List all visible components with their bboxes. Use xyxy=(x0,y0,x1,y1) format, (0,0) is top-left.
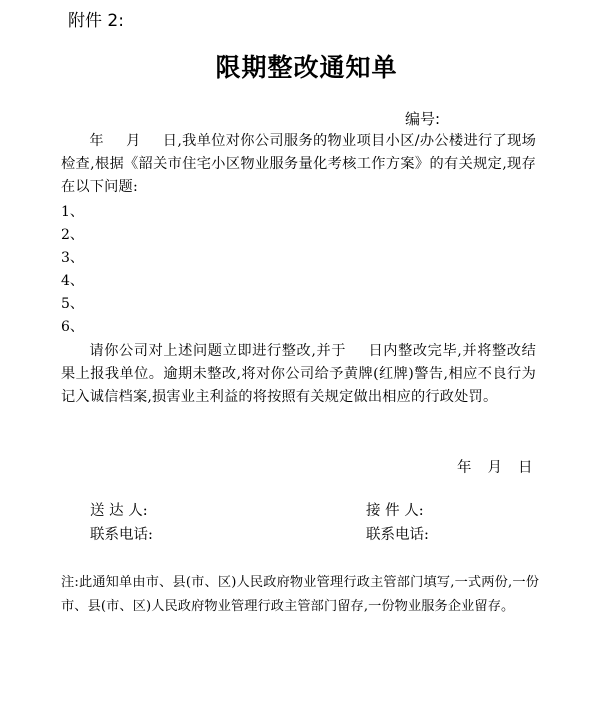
receiver-label: 接 件 人: xyxy=(366,503,424,519)
intro-year: 年 xyxy=(89,133,104,149)
sender-label: 送 达 人: xyxy=(90,503,148,519)
rectification-text-start: 请你公司对上述问题立即进行整改,并于 xyxy=(89,343,347,359)
issue-item: 5、 xyxy=(61,296,84,312)
issue-item: 1、 xyxy=(61,204,84,220)
intro-month: 月 xyxy=(125,133,141,149)
intro-text: ,我单位对你公司服务的物业项目小区/办公楼进行了现场检查,根据《韶关市住宅小区物业服务量化考核工作方案》的有关规定,现存在以下问题: xyxy=(61,133,537,195)
attachment-label: 附件 2: xyxy=(68,11,124,31)
document-title: 限期整改通知单 xyxy=(215,53,398,82)
receiver-block xyxy=(366,500,429,548)
date-day: 日 xyxy=(518,460,533,476)
rectification-paragraph xyxy=(61,340,536,409)
sender-block xyxy=(90,500,153,548)
date-month: 月 xyxy=(487,460,502,476)
date-year: 年 xyxy=(457,460,472,476)
rectification-text-end: 日内整改完毕,并将整改结果上报我单位。逾期未整改,将对你公司给予黄牌(红牌)警告,相应不良行为记入诚信档案,损害业主利益的将按照有关规定做出相应的行政处罚。 xyxy=(61,343,536,405)
footnote: 注:此通知单由市、县(市、区)人民政府物业管理行政主管部门填写,一式两份,一份市、县(市、区)人民政府物业管理行政主管部门留存,一份物业服务企业留存。 xyxy=(61,575,539,614)
issue-date xyxy=(457,456,533,477)
issue-item: 6、 xyxy=(61,319,84,335)
issue-item: 4、 xyxy=(61,273,84,289)
issue-list xyxy=(61,201,84,339)
serial-number-label: 编号: xyxy=(405,110,441,128)
intro-paragraph xyxy=(61,130,536,199)
sender-phone-label: 联系电话: xyxy=(90,527,153,543)
intro-day: 日 xyxy=(162,133,178,149)
issue-item: 2、 xyxy=(61,227,84,243)
receiver-phone-label: 联系电话: xyxy=(366,527,429,543)
issue-item: 3、 xyxy=(61,250,84,266)
